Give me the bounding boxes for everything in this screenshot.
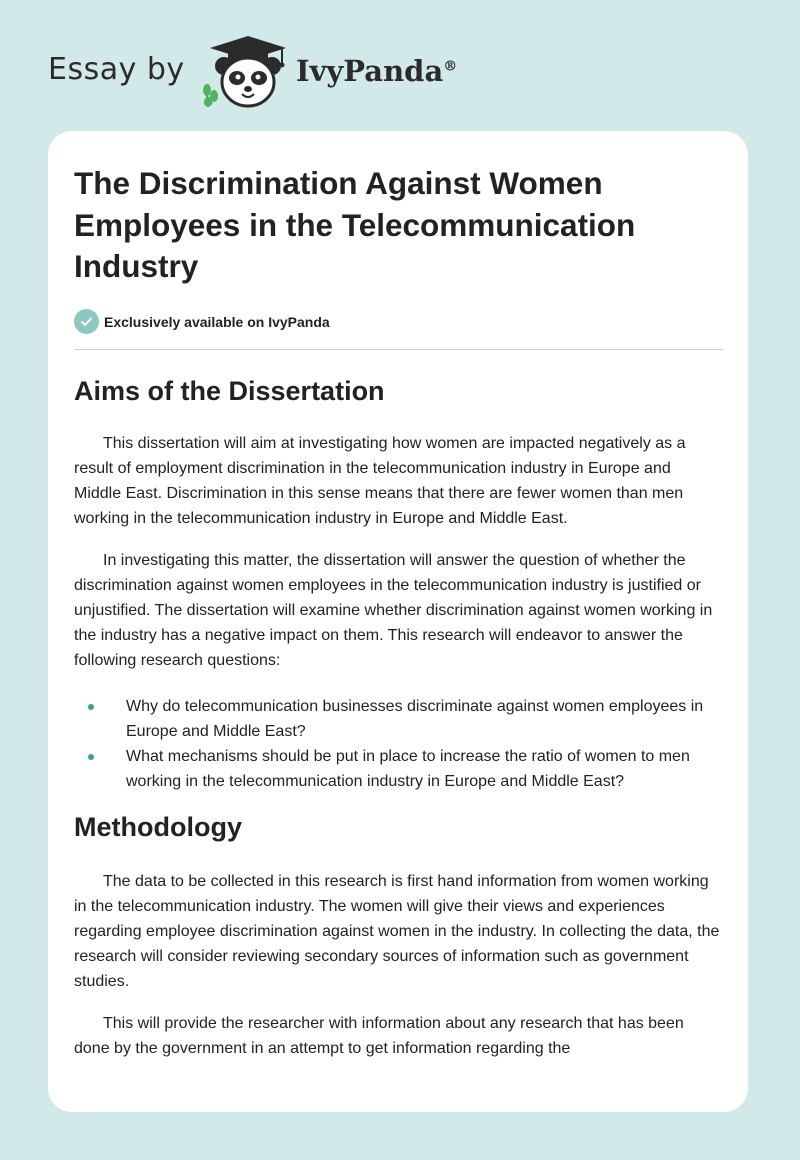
section-heading-aims: Aims of the Dissertation bbox=[74, 375, 385, 406]
essay-by-label: Essay by bbox=[48, 52, 185, 87]
check-icon bbox=[74, 309, 99, 334]
section-heading-methodology: Methodology bbox=[74, 811, 242, 842]
paragraph: In investigating this matter, the dissertation will answer the question of whether the discrimination against women employees in the telecommunication industry is justified or unjustified. The dissertation will examine whether discrimination against women working in the industry has a negative impact on them. This research will endeavor to answer the following research questions: bbox=[74, 551, 713, 669]
paragraph: This will provide the researcher with information about any research that has been done by the government in an attempt to get information regarding the bbox=[74, 1014, 684, 1057]
bullet-icon bbox=[88, 704, 94, 710]
paragraph: This dissertation will aim at investigating how women are impacted negatively as a result of employment discrimination in the telecommunication industry in Europe and Middle East. Discrimination in this sense means that there are fewer women than men working in the telecommunication industry in Europe and Middle East. bbox=[74, 434, 686, 527]
divider bbox=[74, 349, 723, 350]
essay-card bbox=[48, 131, 748, 1112]
brand-text: IvyPanda bbox=[296, 54, 444, 88]
list-item-text: What mechanisms should be put in place to increase the ratio of women to men working in the telecommunication industry in Europe and Middle East? bbox=[126, 747, 690, 790]
panda-graduate-icon bbox=[202, 34, 294, 110]
exclusive-label: Exclusively available on IvyPanda bbox=[104, 313, 330, 330]
exclusive-badge bbox=[74, 309, 722, 335]
registered-mark: ® bbox=[443, 58, 458, 75]
research-questions-list bbox=[74, 694, 722, 794]
list-item-text: Why do telecommunication businesses discriminate against women employees in Europe and Middle East? bbox=[126, 697, 704, 740]
list-item bbox=[74, 694, 722, 744]
page-title: The Discrimination Against Women Employees in the Telecommunication Industry bbox=[74, 165, 636, 284]
paragraph: The data to be collected in this research is first hand information from women working in the telecommunication industry. The women will give their views and experiences regarding employee discrimination against women in the industry. In collecting the data, the research will consider reviewing secondary sources of information such as government studies. bbox=[74, 872, 720, 990]
brand-name bbox=[296, 54, 457, 88]
bullet-icon bbox=[88, 754, 94, 760]
list-item bbox=[74, 744, 722, 794]
site-header bbox=[48, 34, 508, 110]
